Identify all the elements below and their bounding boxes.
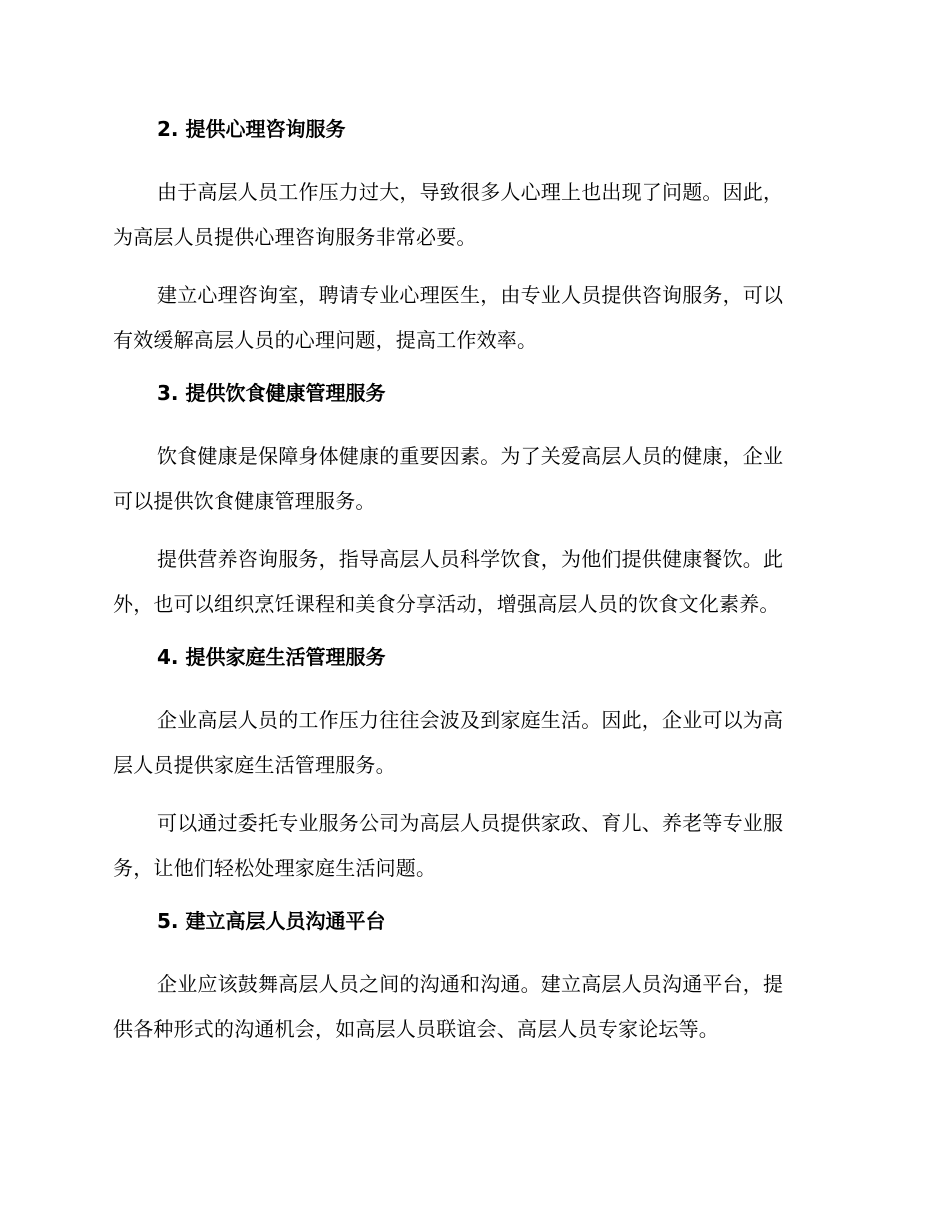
paragraph-line: 外，也可以组织烹饪课程和美食分享活动，增强高层人员的饮食文化素养。 — [113, 592, 780, 616]
paragraph-line: 建立心理咨询室，聘请专业心理医生，由专业人员提供咨询服务，可以 — [157, 283, 784, 307]
paragraph-line: 层人员提供家庭生活管理服务。 — [113, 753, 396, 777]
document-page — [113, 112, 833, 1052]
paragraph-line: 由于高层人员工作压力过大，导致很多人心理上也出现了问题。因此， — [157, 180, 784, 204]
section-5 — [113, 904, 833, 1052]
section-heading: 3. 提供饮食健康管理服务 — [157, 381, 386, 405]
paragraph — [113, 698, 833, 788]
paragraph-line: 供各种形式的沟通机会，如高层人员联谊会、高层人员专家论坛等。 — [113, 1017, 719, 1041]
paragraph-line: 为高层人员提供心理咨询服务非常必要。 — [113, 225, 477, 249]
paragraph-line: 提供营养咨询服务，指导高层人员科学饮食，为他们提供健康餐饮。此 — [157, 547, 784, 571]
paragraph — [113, 801, 833, 891]
paragraph — [113, 962, 833, 1052]
section-heading: 2. 提供心理咨询服务 — [157, 117, 346, 141]
paragraph-line: 有效缓解高层人员的心理问题，提高工作效率。 — [113, 328, 538, 352]
section-heading: 5. 建立高层人员沟通平台 — [157, 909, 386, 933]
paragraph — [113, 170, 833, 260]
section-4 — [113, 640, 833, 891]
paragraph-line: 可以提供饮食健康管理服务。 — [113, 489, 376, 513]
paragraph-line: 饮食健康是保障身体健康的重要因素。为了关爱高层人员的健康，企业 — [157, 444, 784, 468]
section-heading: 4. 提供家庭生活管理服务 — [157, 645, 386, 669]
paragraph — [113, 434, 833, 524]
paragraph — [113, 273, 833, 363]
paragraph-line: 务，让他们轻松处理家庭生活问题。 — [113, 856, 437, 880]
paragraph-line: 可以通过委托专业服务公司为高层人员提供家政、育儿、养老等专业服 — [157, 811, 784, 835]
paragraph — [113, 537, 833, 627]
paragraph-line: 企业应该鼓舞高层人员之间的沟通和沟通。建立高层人员沟通平台，提 — [157, 972, 784, 996]
section-2 — [113, 112, 833, 363]
paragraph-line: 企业高层人员的工作压力往往会波及到家庭生活。因此，企业可以为高 — [157, 708, 784, 732]
section-3 — [113, 376, 833, 627]
